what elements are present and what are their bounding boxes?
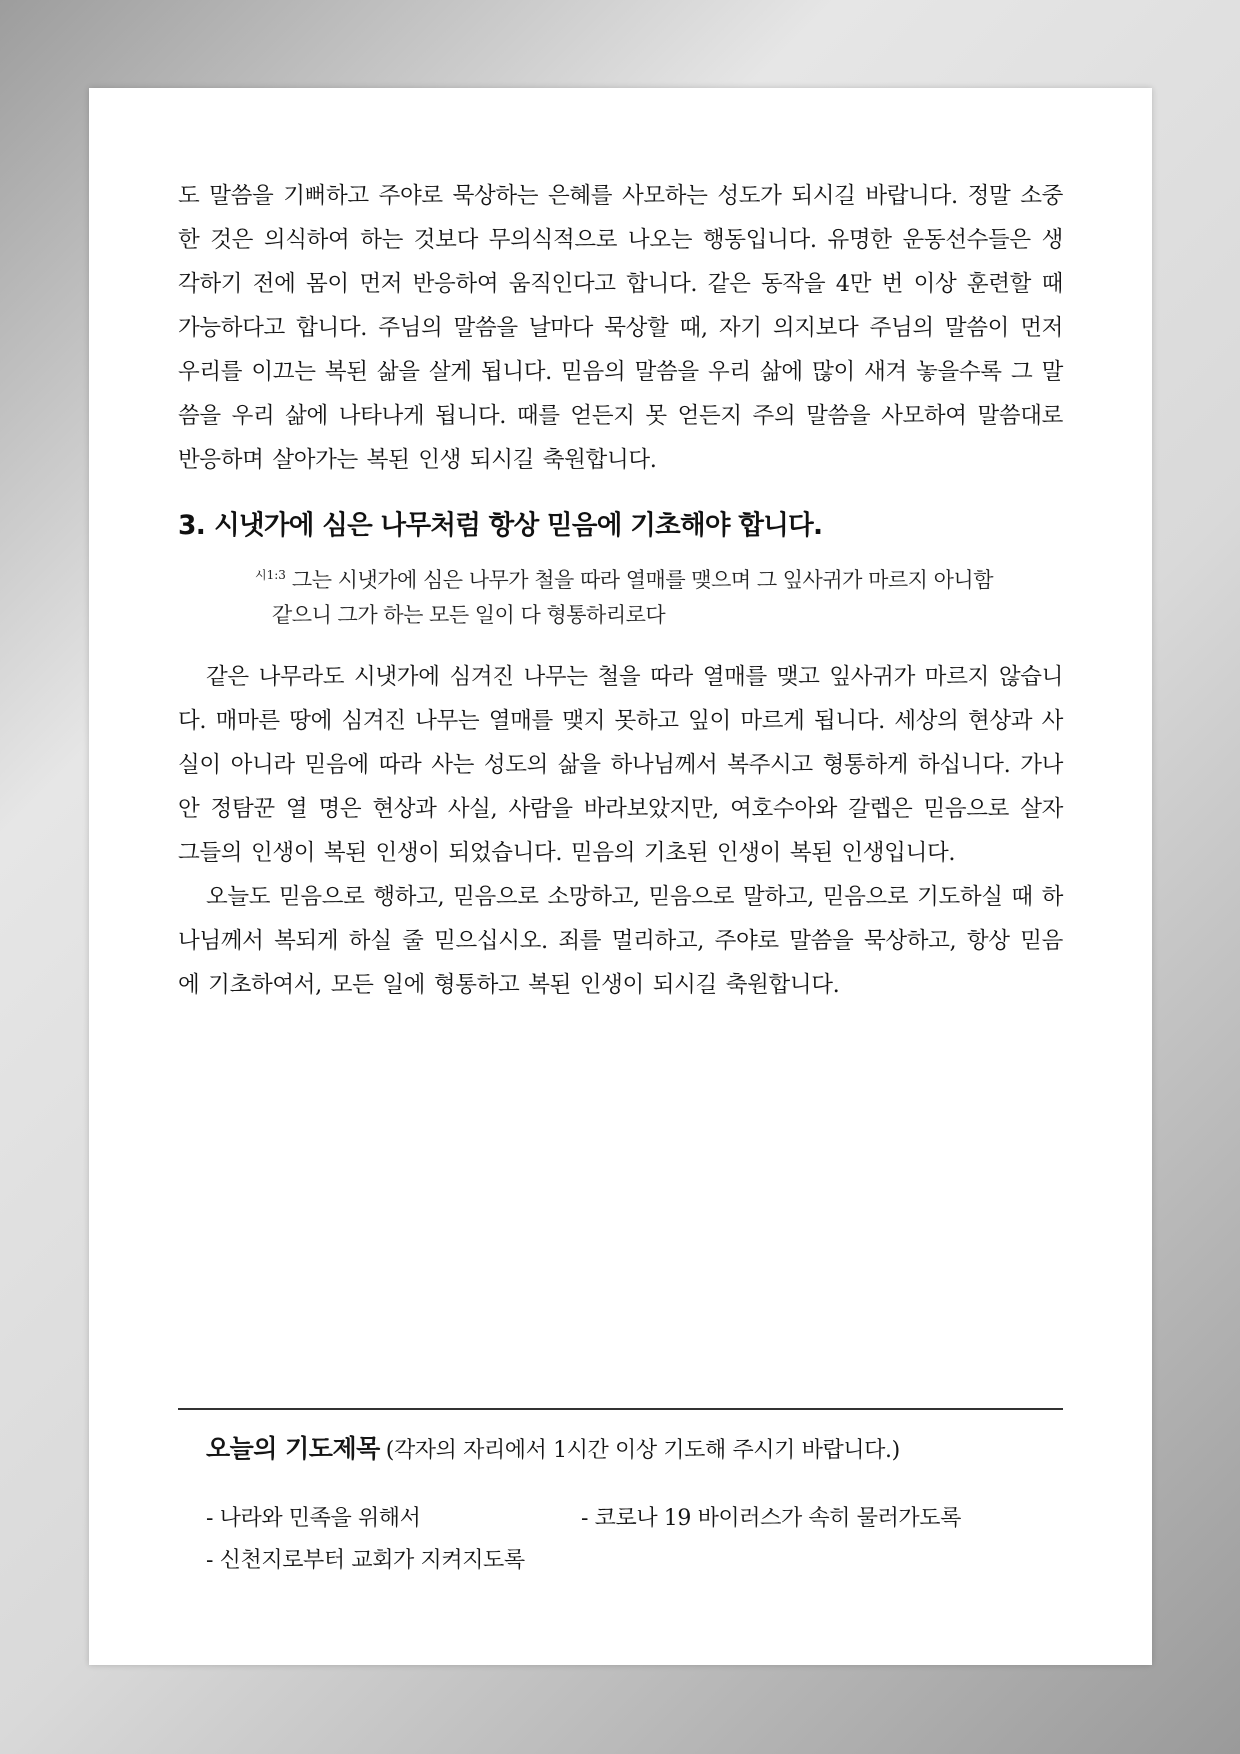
body-paragraph: 같은 나무라도 시냇가에 심겨진 나무는 철을 따라 열매를 맺고 잎사귀가 마르지 않습니다. 매마른 땅에 심겨진 나무는 열매를 맺지 못하고 잎이 마르게 됩니다. 세상의 현상과 사실이 아니라 믿음에 따라 사는 성도의 삶을 하나님께서 복주시고 형통하게 하십니다. 가나안 정탐꾼 열 명은 현상과 사실, 사람을 바라보았지만, 여호수아와 갈렙은 믿음으로 살자 그들의 인생이 복된 인생이 되었습니다. 믿음의 기초된 인생이 복된 인생입니다. bbox=[178, 664, 1063, 866]
prayer-item: - 나라와 민족을 위해서 bbox=[206, 1498, 581, 1540]
prayer-item: - 신천지로부터 교회가 지켜지도록 bbox=[206, 1540, 581, 1582]
prayer-topics-box bbox=[178, 1408, 1063, 1582]
prayer-list bbox=[206, 1498, 1063, 1582]
document-page bbox=[89, 88, 1152, 1665]
prayer-item: - 코로나 19 바이러스가 속히 물러가도록 bbox=[581, 1498, 1011, 1540]
prayer-title: 오늘의 기도제목 bbox=[206, 1434, 380, 1463]
section-number: 3. bbox=[178, 510, 206, 541]
scripture-quote bbox=[255, 558, 1007, 633]
body-paragraph: 도 말씀을 기뻐하고 주야로 묵상하는 은혜를 사모하는 성도가 되시길 바랍니다. 정말 소중한 것은 의식하여 하는 것보다 무의식적으로 나오는 행동입니다. 유명한 운동선수들은 생각하기 전에 몸이 먼저 반응하여 움직인다고 합니다. 같은 동작을 4만 번 이상 훈련할 때 가능하다고 합니다. 주님의 말씀을 날마다 묵상할 때, 자기 의지보다 주님의 말씀이 먼저 우리를 이끄는 복된 삶을 살게 됩니다. 믿음의 말씀을 우리 삶에 많이 새겨 놓을수록 그 말씀을 우리 삶에 나타나게 됩니다. 때를 얻든지 못 얻든지 주의 말씀을 사모하여 말씀대로 반응하며 살아가는 복된 인생 되시길 축원합니다. bbox=[178, 183, 1063, 473]
section-title: 시냇가에 심은 나무처럼 항상 믿음에 기초해야 합니다. bbox=[214, 510, 823, 541]
prayer-header bbox=[206, 1429, 1063, 1472]
section-heading bbox=[178, 504, 1063, 548]
prayer-note: (각자의 자리에서 1시간 이상 기도해 주시기 바랍니다.) bbox=[385, 1438, 900, 1463]
body-paragraph: 오늘도 믿음으로 행하고, 믿음으로 소망하고, 믿음으로 말하고, 믿음으로 기도하실 때 하나님께서 복되게 하실 줄 믿으십시오. 죄를 멀리하고, 주야로 말씀을 묵상하고, 항상 믿음에 기초하여서, 모든 일에 형통하고 복된 인생이 되시길 축원합니다. bbox=[178, 884, 1063, 998]
text-column bbox=[178, 174, 1063, 1007]
scripture-reference: 시1:3 bbox=[255, 568, 286, 582]
scripture-text: 그는 시냇가에 심은 나무가 철을 따라 열매를 맺으며 그 잎사귀가 마르지 아니함 같으니 그가 하는 모든 일이 다 형통하리로다 bbox=[272, 568, 993, 627]
